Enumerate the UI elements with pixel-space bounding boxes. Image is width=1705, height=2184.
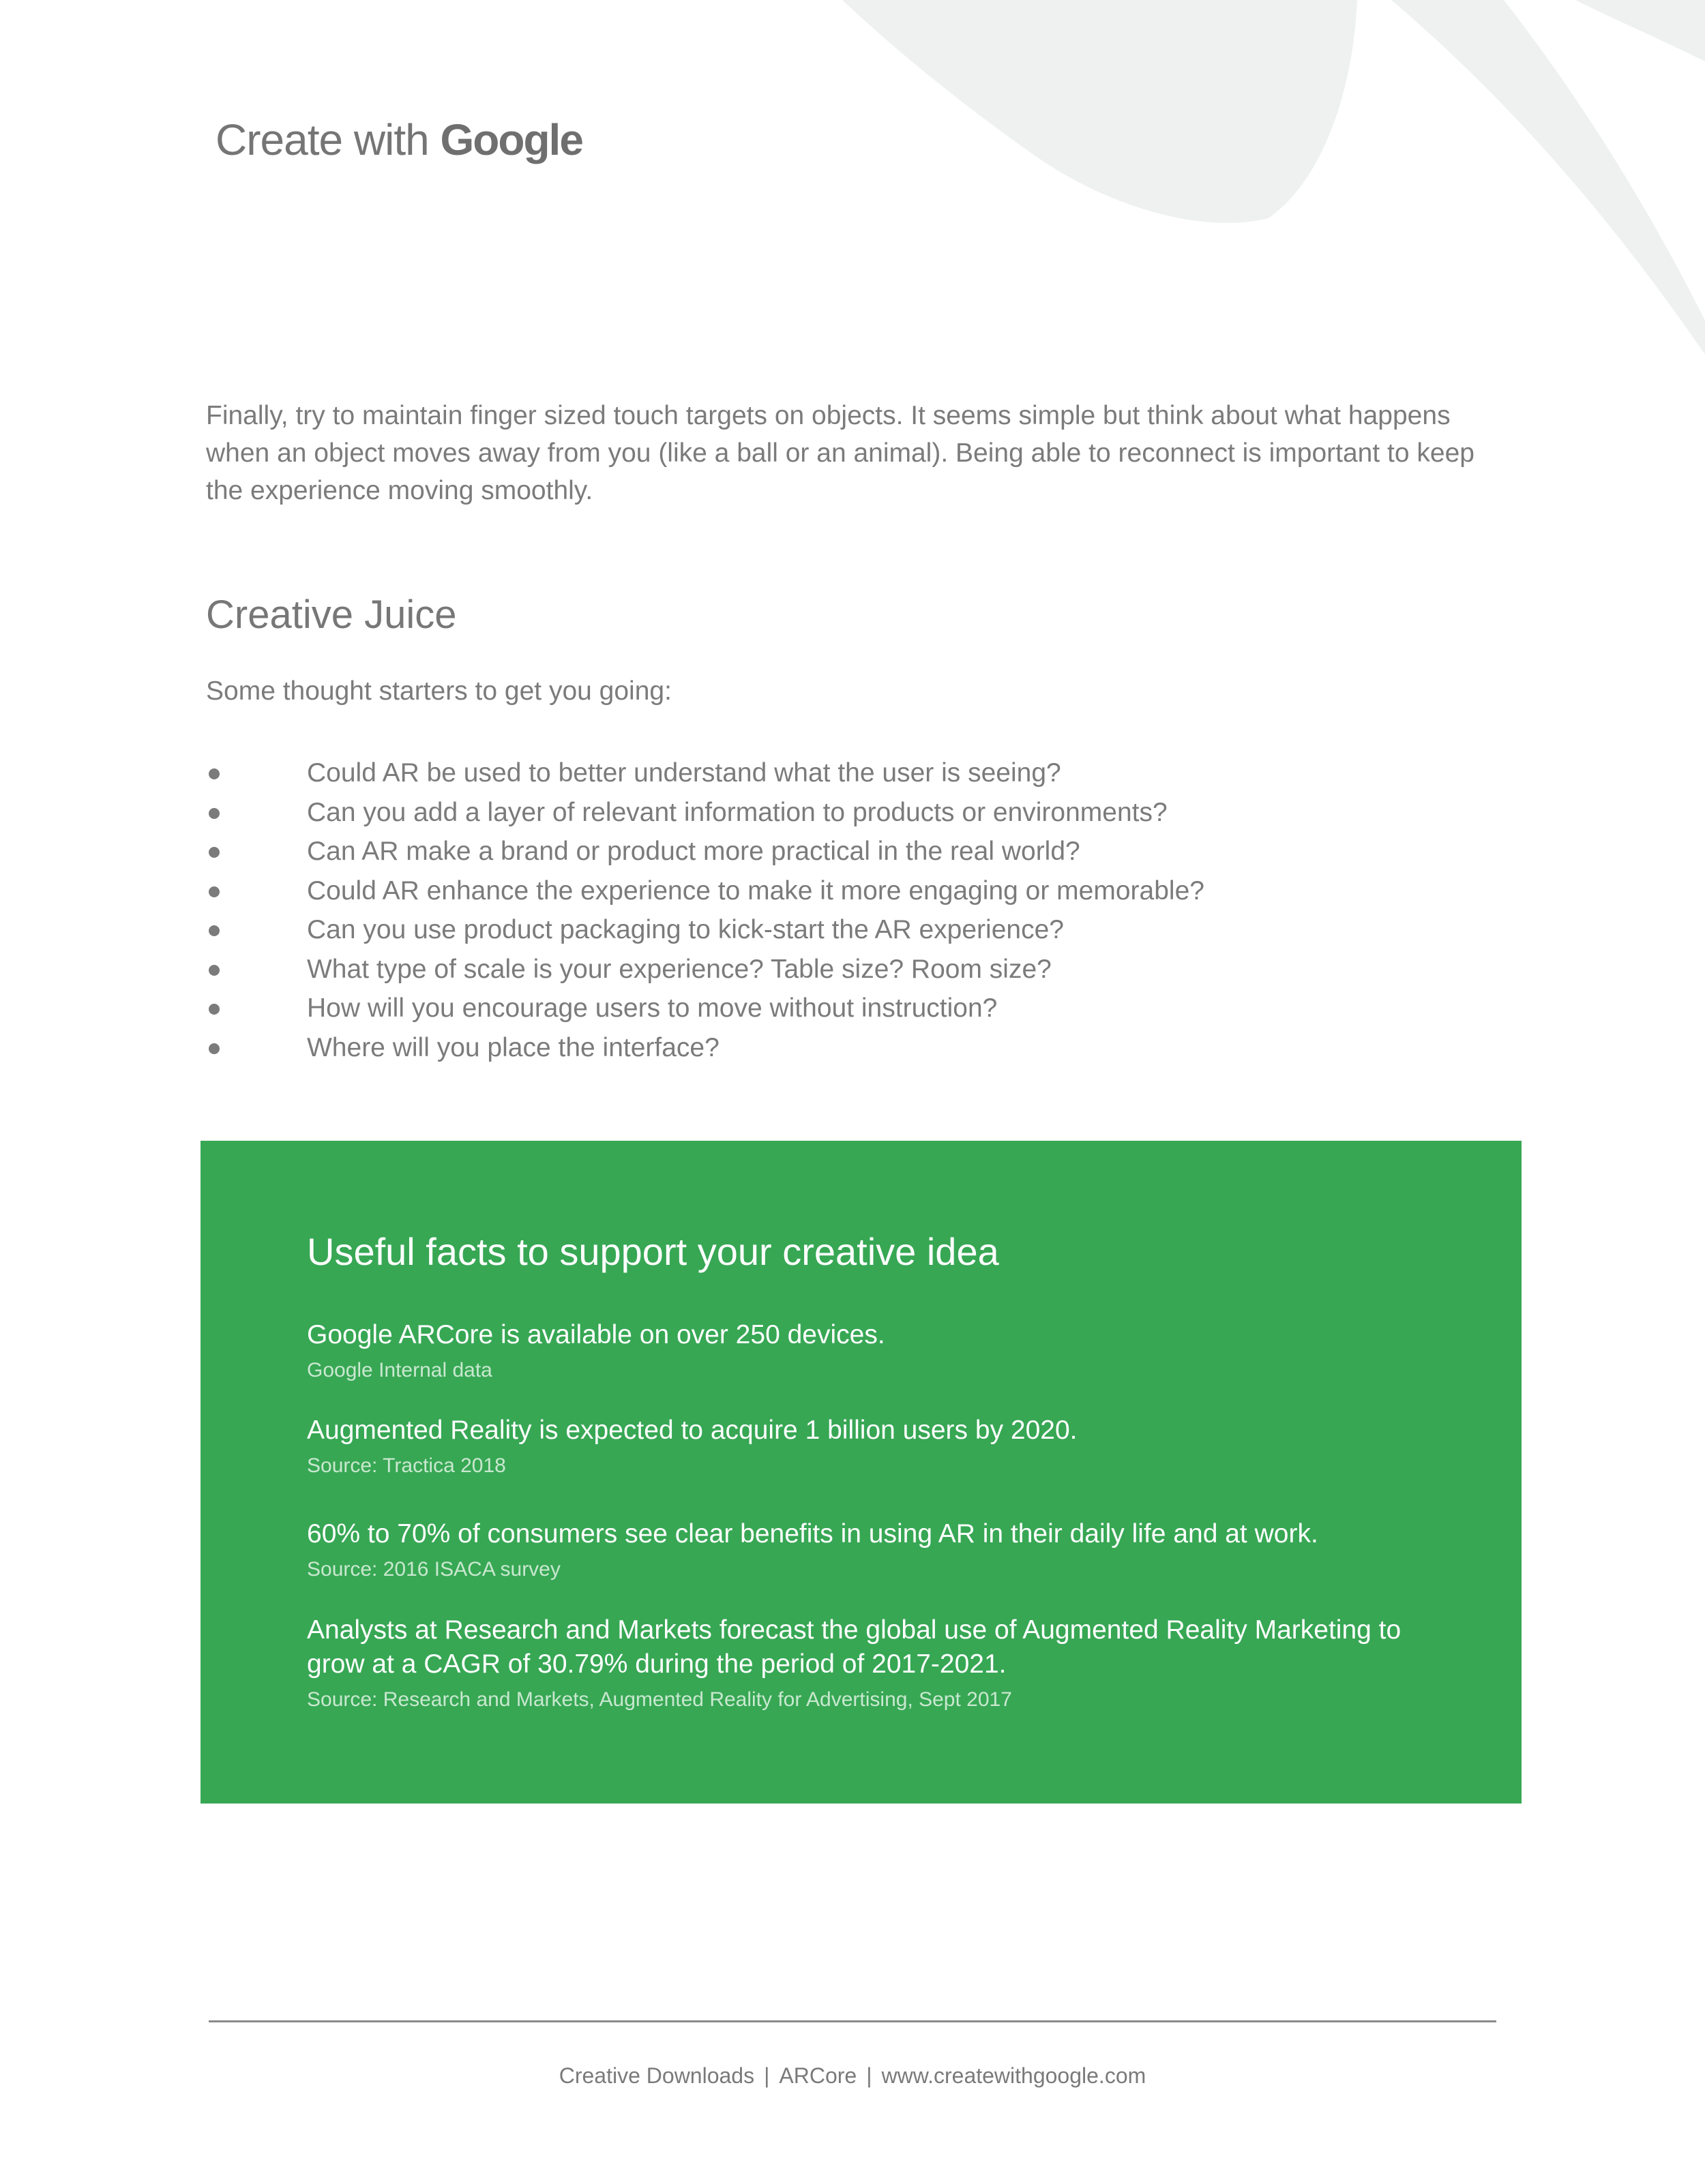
- brand-prefix: Create with: [216, 115, 429, 164]
- list-item-text: Could AR enhance the experience to make it more engaging or memorable?: [307, 876, 1204, 906]
- fact-text: Analysts at Research and Markets forecast the global use of Augmented Reality Marketing to grow at a CAGR of 30.79% during the period of 2017-2021.: [307, 1615, 1402, 1679]
- footer-separator: |: [764, 2063, 770, 2088]
- fact-item: [307, 1613, 1412, 1714]
- brand-logo: [216, 115, 582, 165]
- list-item-text: Could AR be used to better understand what the user is seeing?: [307, 758, 1061, 788]
- bullet-icon: [209, 1043, 220, 1054]
- fact-item: [307, 1318, 1412, 1385]
- list-item-text: What type of scale is your experience? Table size? Room size?: [307, 954, 1052, 984]
- bullet-icon: [209, 847, 220, 858]
- footer-url-link[interactable]: www.createwithgoogle.com: [881, 2063, 1146, 2088]
- fact-text: 60% to 70% of consumers see clear benefits in using AR in their daily life and at work.: [307, 1519, 1318, 1549]
- bullet-icon: [209, 965, 220, 976]
- list-item-text: Can you use product packaging to kick-start the AR experience?: [307, 915, 1064, 944]
- fact-item: [307, 1517, 1412, 1584]
- decorative-background-shape: [0, 0, 1705, 355]
- fact-source: Source: Research and Markets, Augmented Reality for Advertising, Sept 2017: [307, 1688, 1012, 1711]
- section-title-creative-juice: Creative Juice: [206, 593, 457, 637]
- intro-paragraph: Finally, try to maintain finger sized touch targets on objects. It seems simple but think about what happens when an object moves away from you (like a ball or an animal). Being able to reconnect is important to keep the experience moving smoothly.: [206, 401, 1474, 505]
- thought-starters-intro: Some thought starters to get you going:: [206, 676, 672, 706]
- footer-divider: [209, 2020, 1496, 2022]
- fact-text: Google ARCore is available on over 250 devices.: [307, 1320, 885, 1349]
- list-item-text: Where will you place the interface?: [307, 1032, 720, 1062]
- facts-title: Useful facts to support your creative idea: [307, 1230, 999, 1273]
- list-item-text: Can AR make a brand or product more practical in the real world?: [307, 837, 1080, 866]
- fact-source: Source: 2016 ISACA survey: [307, 1558, 561, 1581]
- footer-separator: |: [866, 2063, 872, 2088]
- useful-facts-panel: [201, 1141, 1522, 1804]
- fact-source: Source: Tractica 2018: [307, 1454, 506, 1477]
- bullet-icon: [209, 1004, 220, 1015]
- fact-item: [307, 1413, 1412, 1480]
- fact-source: Google Internal data: [307, 1359, 492, 1381]
- footer-downloads-label: Creative Downloads: [559, 2063, 755, 2088]
- fact-text: Augmented Reality is expected to acquire 1 billion users by 2020.: [307, 1416, 1078, 1445]
- footer: [0, 2063, 1705, 2089]
- list-item-text: Can you add a layer of relevant information to products or environments?: [307, 797, 1168, 827]
- bullet-icon: [209, 925, 220, 936]
- bullet-icon: [209, 808, 220, 819]
- footer-product-label: ARCore: [779, 2063, 857, 2088]
- list-item-text: How will you encourage users to move without instruction?: [307, 993, 998, 1023]
- brand-google-wordmark: Google: [440, 115, 582, 164]
- bullet-icon: [209, 768, 220, 779]
- bullet-icon: [209, 886, 220, 897]
